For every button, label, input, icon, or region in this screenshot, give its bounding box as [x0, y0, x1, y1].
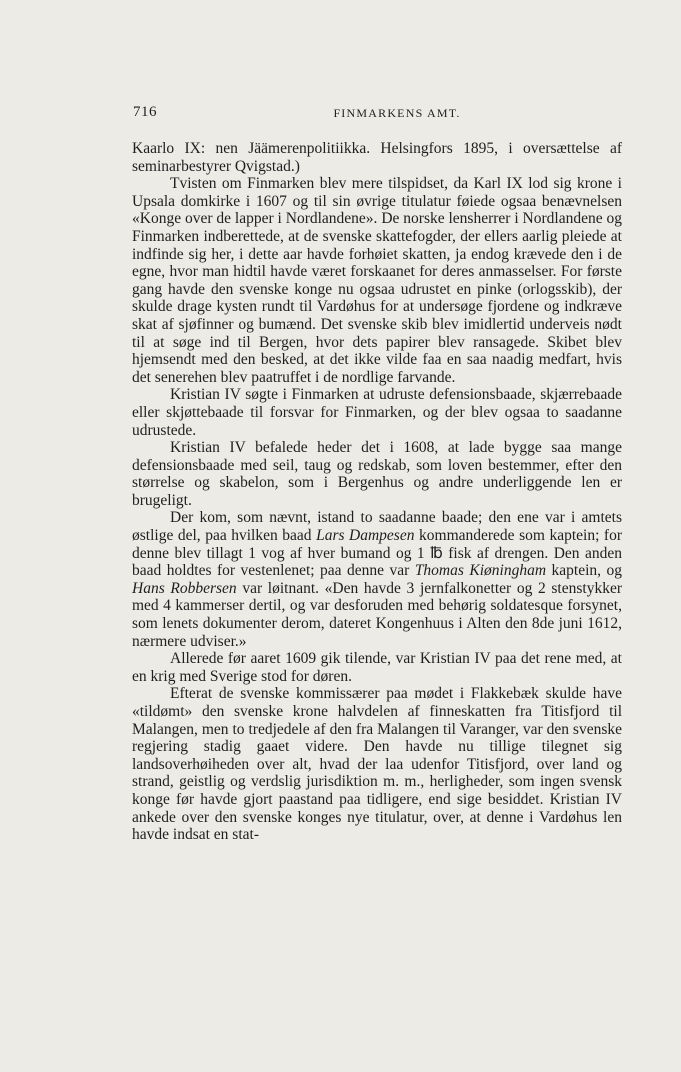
paragraph: Kristian IV befalede heder det i 1608, at lade bygge saa mange defensionsbaade med seil, taug og redskab, som loven bestemmer, efter den størrelse og skabelon, som i Bergenhus og andre underliggende len er brugeligt.	[132, 439, 622, 509]
italic-name: Thomas Kiøningham	[414, 562, 547, 580]
paragraph: Efterat de svenske kommissærer paa mødet i Flakkebæk skulde have «tildømt» den svenske krone halvdelen af finneskatten fra Titisfjord til Malangen, men to tredjedele af den fra Malangen til Varanger, var den svenske regjering stadig gaaet videre. Den havde nu tillige tilegnet sig landsoverhøiheden over alt, hvad der laa udenfor Titisfjord, over land og strand, geistlig og verdslig jurisdiktion m. m., herligheder, som ingen svensk konge før havde gjort paastand paa tidligere, end sige besiddet. Kristian IV ankede over den svenske konges nye titulatur, over, at denne i Vardøhus len havde indsat en stat-	[132, 685, 622, 844]
text-segment: Der kom, som nævnt, istand to saadanne baade; den ene var i amtets østlige del, paa hvilken baad	[132, 509, 622, 545]
text-segment: kommanderede som kaptein; for denne blev tillagt 1 vog af hver bumand og 1 ℔ fisk af drengen. Den anden baad holdtes for vestenlenet; paa denne var	[132, 527, 622, 580]
running-title: FINMARKENS AMT.	[333, 106, 461, 120]
paragraph: Kaarlo IX: nen Jäämerenpolitiikka. Helsingfors 1895, i oversættelse af seminarbestyrer Qvigstad.)	[132, 140, 622, 175]
paragraph: Tvisten om Finmarken blev mere tilspidset, da Karl IX lod sig krone i Upsala domkirke i 1607 og til sin øvrige titulatur føiede ogsaa benævnelsen «Konge over de lapper i Nordlandene». De norske lensherrer i Nordlandene og Finmarken indberettede, at de svenske skattefogder, der ellers aarlig pleiede at indfinde sig her, i dette aar havde forhøiet skatten, ja endog krævede den i de egne, hvor man hidtil havde været forskaanet for deres anmasselser. For første gang havde den svenske konge nu ogsaa udrustet en pinke (orlogsskib), der skulde drage kysten rundt til Vardøhus for at undersøge fjordene og indkræve skat af sjøfinner og bumænd. Det svenske skib blev imidlertid underveis nødt til at søge ind til Bergen, hvor dets papirer blev ransagede. Skibet blev hjemsendt med den besked, at det ikke vilde faa en saa naadig medfart, hvis det senerehen blev paatruffet i de nordlige farvande.	[132, 175, 622, 386]
paragraph: Kristian IV søgte i Finmarken at udruste defensionsbaade, skjærrebaade eller skjøttebaade til forsvar for Finmarken, og der blev ogsaa to saadanne udrustede.	[132, 386, 622, 439]
body-text	[132, 140, 622, 844]
text-segment: kaptein, og	[546, 562, 623, 580]
page-header	[133, 104, 621, 124]
page-number: 716	[133, 104, 157, 120]
paragraph	[132, 509, 622, 650]
text-segment: var løitnant. «Den havde 3 jernfalkonetter og 2 stenstykker med 4 kammerser dertil, og var desforuden med behørig soldatesque forsynet, som lenets dokumenter derom, dateret Kongenhuus i Alten den 8de juni 1612, nærmere udviser.»	[132, 579, 622, 650]
italic-name: Lars Dampesen	[316, 527, 415, 545]
paragraph: Allerede før aaret 1609 gik tilende, var Kristian IV paa det rene med, at en krig med Sverige stod for døren.	[132, 650, 622, 685]
italic-name: Hans Robbersen	[132, 579, 237, 597]
